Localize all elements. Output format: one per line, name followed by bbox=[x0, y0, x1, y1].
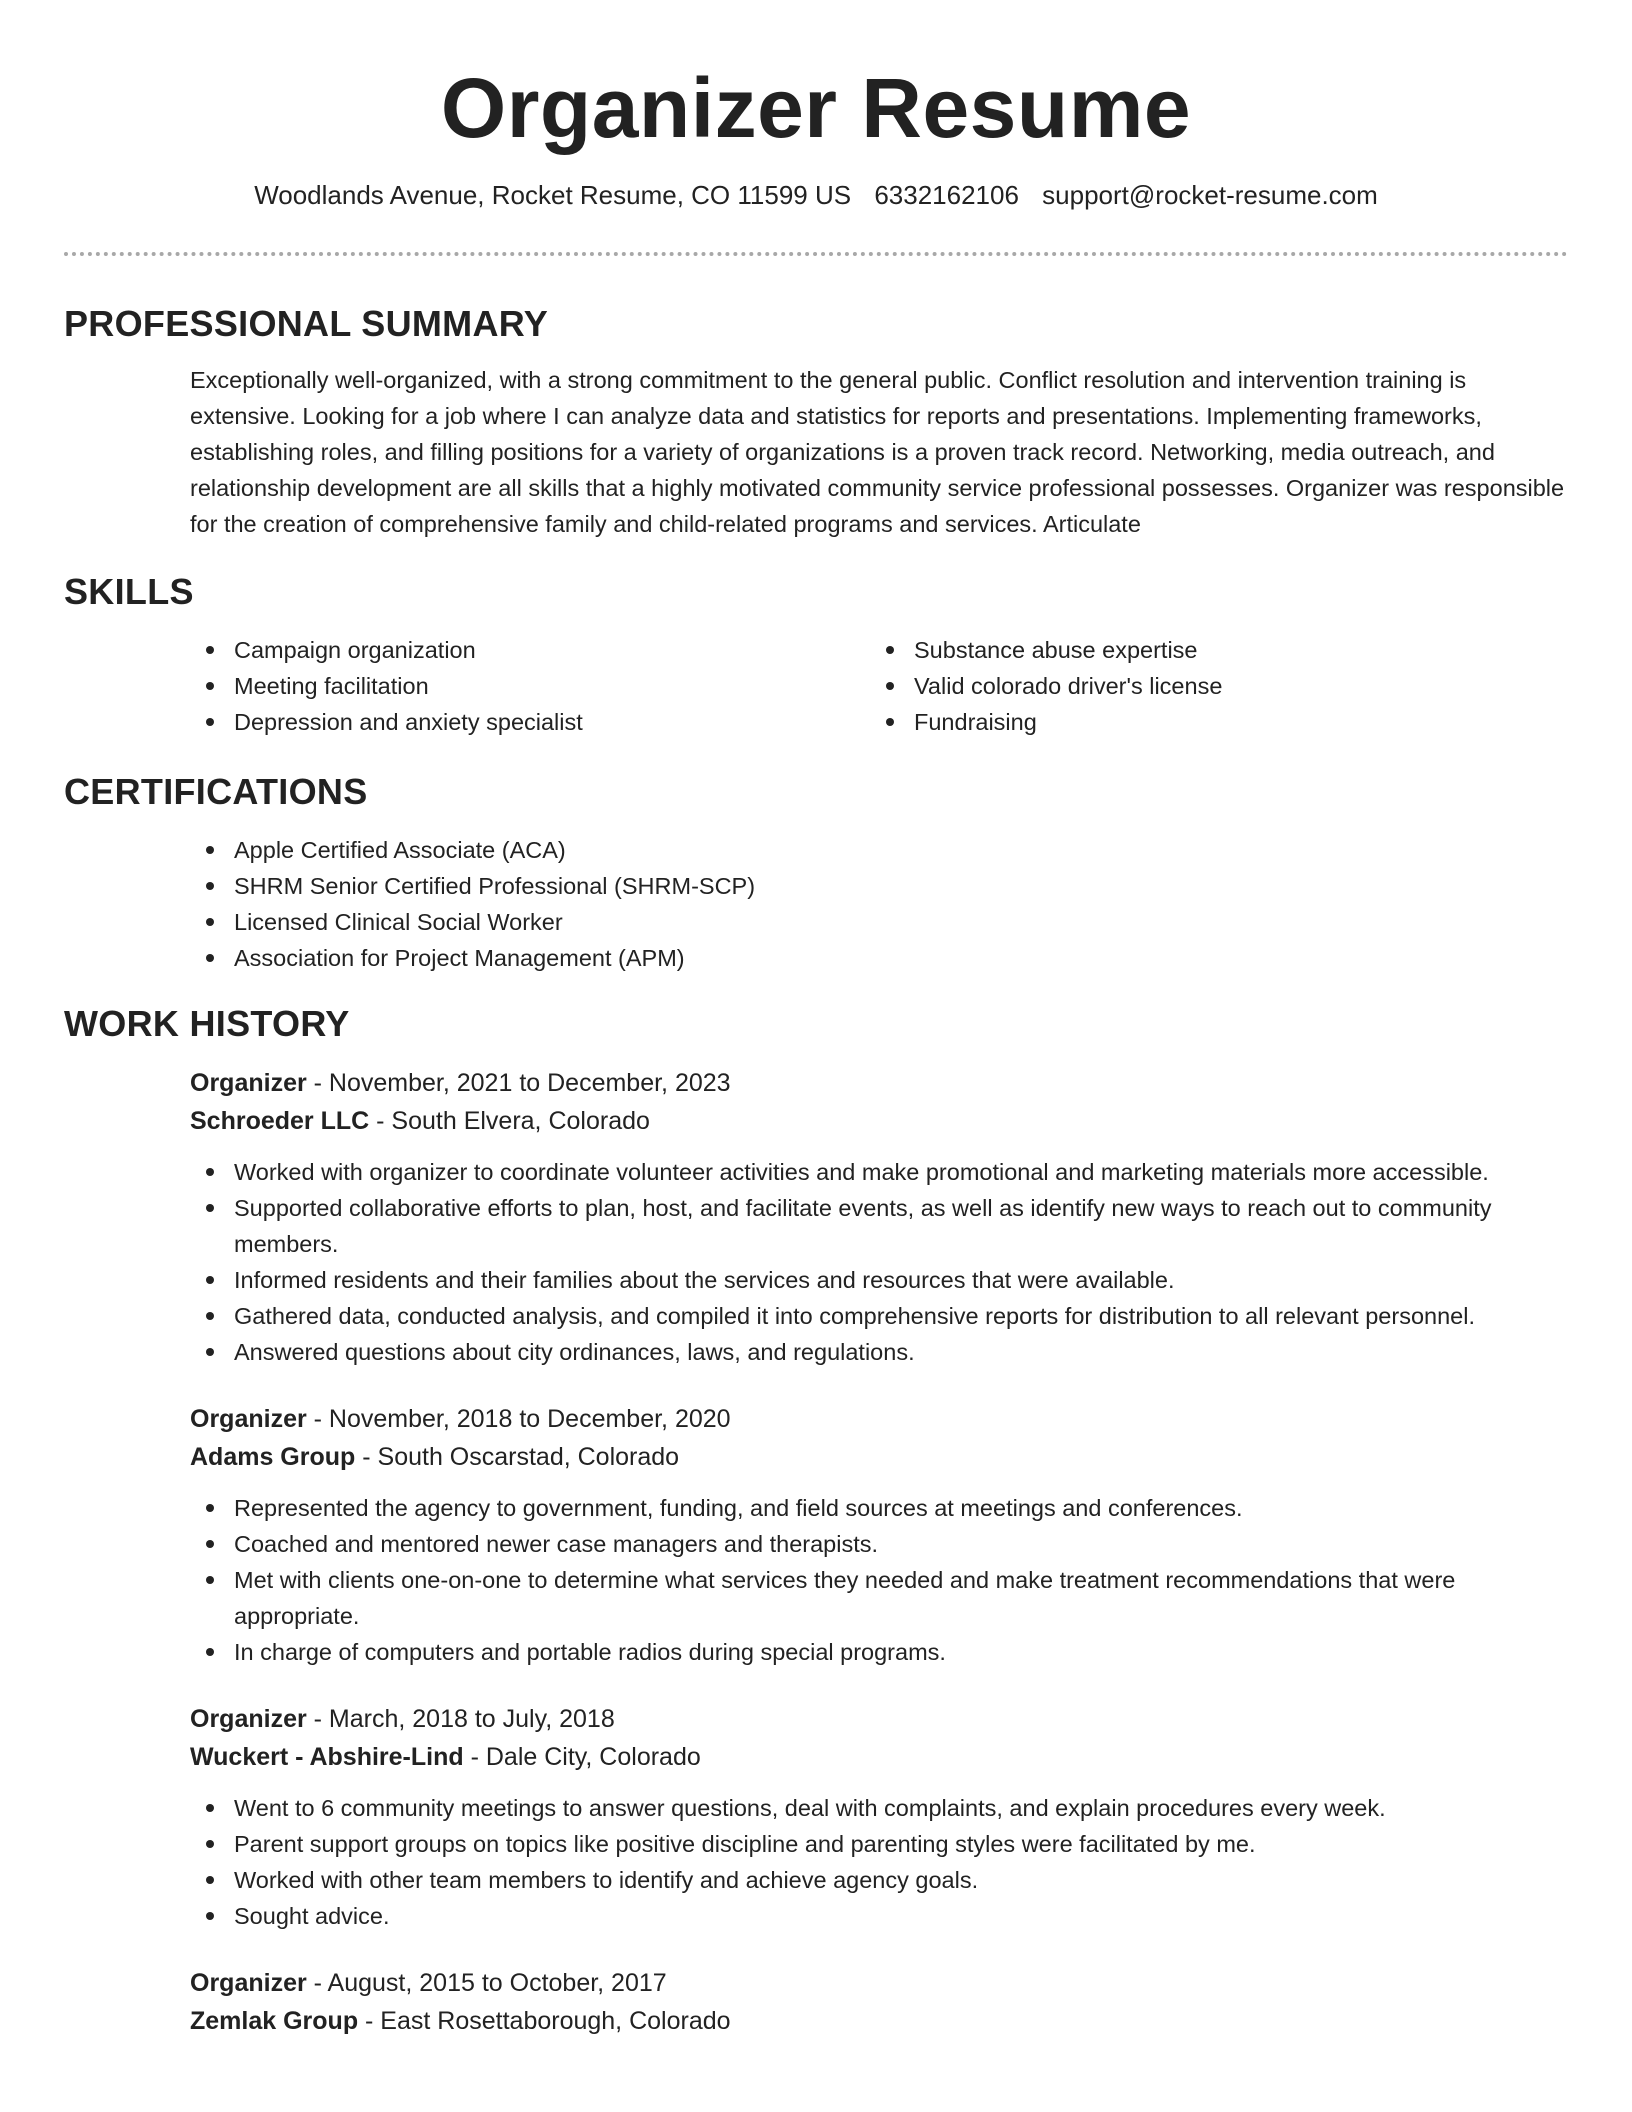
skills-list bbox=[190, 632, 1568, 740]
job-company: Schroeder LLC bbox=[190, 1107, 370, 1135]
certification-item: Association for Project Management (APM) bbox=[190, 940, 1568, 976]
skill-item: Depression and anxiety specialist bbox=[190, 704, 870, 740]
job-duties bbox=[190, 1490, 1568, 1670]
job-duty-item: Met with clients one-on-one to determine what services they needed and make treatment recommendations that were appropriate. bbox=[190, 1562, 1568, 1634]
job-role: Organizer bbox=[190, 1069, 307, 1097]
certification-item: Apple Certified Associate (ACA) bbox=[190, 832, 1568, 868]
job-location: - South Oscarstad, Colorado bbox=[355, 1443, 680, 1471]
job-duty-item: Sought advice. bbox=[190, 1898, 1568, 1934]
certifications-heading: CERTIFICATIONS bbox=[64, 771, 368, 812]
job-location: - South Elvera, Colorado bbox=[369, 1107, 650, 1135]
resume-title: Organizer Resume bbox=[440, 61, 1192, 155]
job-duty-item: In charge of computers and portable radios during special programs. bbox=[190, 1634, 1568, 1670]
job-duty-item: Went to 6 community meetings to answer questions, deal with complaints, and explain procedures every week. bbox=[190, 1790, 1568, 1826]
job-role: Organizer bbox=[190, 1705, 307, 1733]
work-history-heading: WORK HISTORY bbox=[64, 1003, 350, 1044]
skill-item: Valid colorado driver's license bbox=[870, 668, 1550, 704]
skill-item: Meeting facilitation bbox=[190, 668, 870, 704]
job-duty-item: Worked with organizer to coordinate volunteer activities and make promotional and marketing materials more accessible. bbox=[190, 1154, 1568, 1190]
job-entry bbox=[190, 1064, 1568, 1370]
address: Woodlands Avenue, Rocket Resume, CO 11599 US bbox=[254, 180, 852, 210]
certifications-list bbox=[190, 832, 1568, 976]
summary-heading: PROFESSIONAL SUMMARY bbox=[64, 303, 549, 344]
skill-item: Campaign organization bbox=[190, 632, 870, 668]
job-role: Organizer bbox=[190, 1969, 307, 1997]
certification-item: SHRM Senior Certified Professional (SHRM-SCP) bbox=[190, 868, 1568, 904]
job-entry bbox=[190, 1700, 1568, 1934]
job-role: Organizer bbox=[190, 1405, 307, 1433]
job-dates: - August, 2015 to October, 2017 bbox=[306, 1969, 667, 1997]
job-company-line bbox=[190, 1102, 1568, 1140]
skills-heading: SKILLS bbox=[64, 571, 194, 612]
job-title-line bbox=[190, 1700, 1568, 1738]
job-entry bbox=[190, 1400, 1568, 1670]
job-duties bbox=[190, 1154, 1568, 1370]
job-dates: - November, 2018 to December, 2020 bbox=[306, 1405, 731, 1433]
job-company: Zemlak Group bbox=[190, 2007, 359, 2035]
job-location: - East Rosettaborough, Colorado bbox=[358, 2007, 731, 2035]
skill-item: Substance abuse expertise bbox=[870, 632, 1550, 668]
job-duty-item: Represented the agency to government, funding, and field sources at meetings and conferences. bbox=[190, 1490, 1568, 1526]
job-duty-item: Worked with other team members to identify and achieve agency goals. bbox=[190, 1862, 1568, 1898]
job-company: Wuckert - Abshire-Lind bbox=[190, 1743, 464, 1771]
job-duty-item: Informed residents and their families about the services and resources that were available. bbox=[190, 1262, 1568, 1298]
job-company-line bbox=[190, 1738, 1568, 1776]
job-company-line bbox=[190, 2002, 1568, 2040]
job-duty-item: Gathered data, conducted analysis, and compiled it into comprehensive reports for distribution to all relevant personnel. bbox=[190, 1298, 1568, 1334]
skills-column-left bbox=[190, 632, 870, 740]
job-entry bbox=[190, 1964, 1568, 2040]
job-company: Adams Group bbox=[190, 1443, 356, 1471]
job-location: - Dale City, Colorado bbox=[463, 1743, 701, 1771]
job-dates: - November, 2021 to December, 2023 bbox=[306, 1069, 731, 1097]
job-company-line bbox=[190, 1438, 1568, 1476]
job-duty-item: Coached and mentored newer case managers and therapists. bbox=[190, 1526, 1568, 1562]
skills-column-right bbox=[870, 632, 1550, 740]
job-title-line bbox=[190, 1064, 1568, 1102]
skill-item: Fundraising bbox=[870, 704, 1550, 740]
job-duty-item: Supported collaborative efforts to plan, host, and facilitate events, as well as identify new ways to reach out to community members. bbox=[190, 1190, 1568, 1262]
contact-line bbox=[64, 178, 1568, 212]
job-duty-item: Parent support groups on topics like positive discipline and parenting styles were facilitated by me. bbox=[190, 1826, 1568, 1862]
job-duty-item: Answered questions about city ordinances, laws, and regulations. bbox=[190, 1334, 1568, 1370]
certification-item: Licensed Clinical Social Worker bbox=[190, 904, 1568, 940]
phone: 6332162106 bbox=[874, 180, 1019, 210]
header-divider bbox=[64, 252, 1568, 256]
job-duties bbox=[190, 1790, 1568, 1934]
job-dates: - March, 2018 to July, 2018 bbox=[306, 1705, 615, 1733]
email: support@rocket-resume.com bbox=[1042, 180, 1378, 210]
job-title-line bbox=[190, 1400, 1568, 1438]
summary-text: Exceptionally well-organized, with a strong commitment to the general public. Conflict resolution and intervention training is extensive. Looking for a job where I can analyze data and statistics for reports and presentations. Implementing frameworks, establishing roles, and filling positions for a variety of organizations is a proven track record. Networking, media outreach, and relationship development are all skills that a highly motivated community service professional possesses. Organizer was responsible for the creation of comprehensive family and child-related programs and services. Articulate bbox=[190, 367, 1565, 537]
job-title-line bbox=[190, 1964, 1568, 2002]
